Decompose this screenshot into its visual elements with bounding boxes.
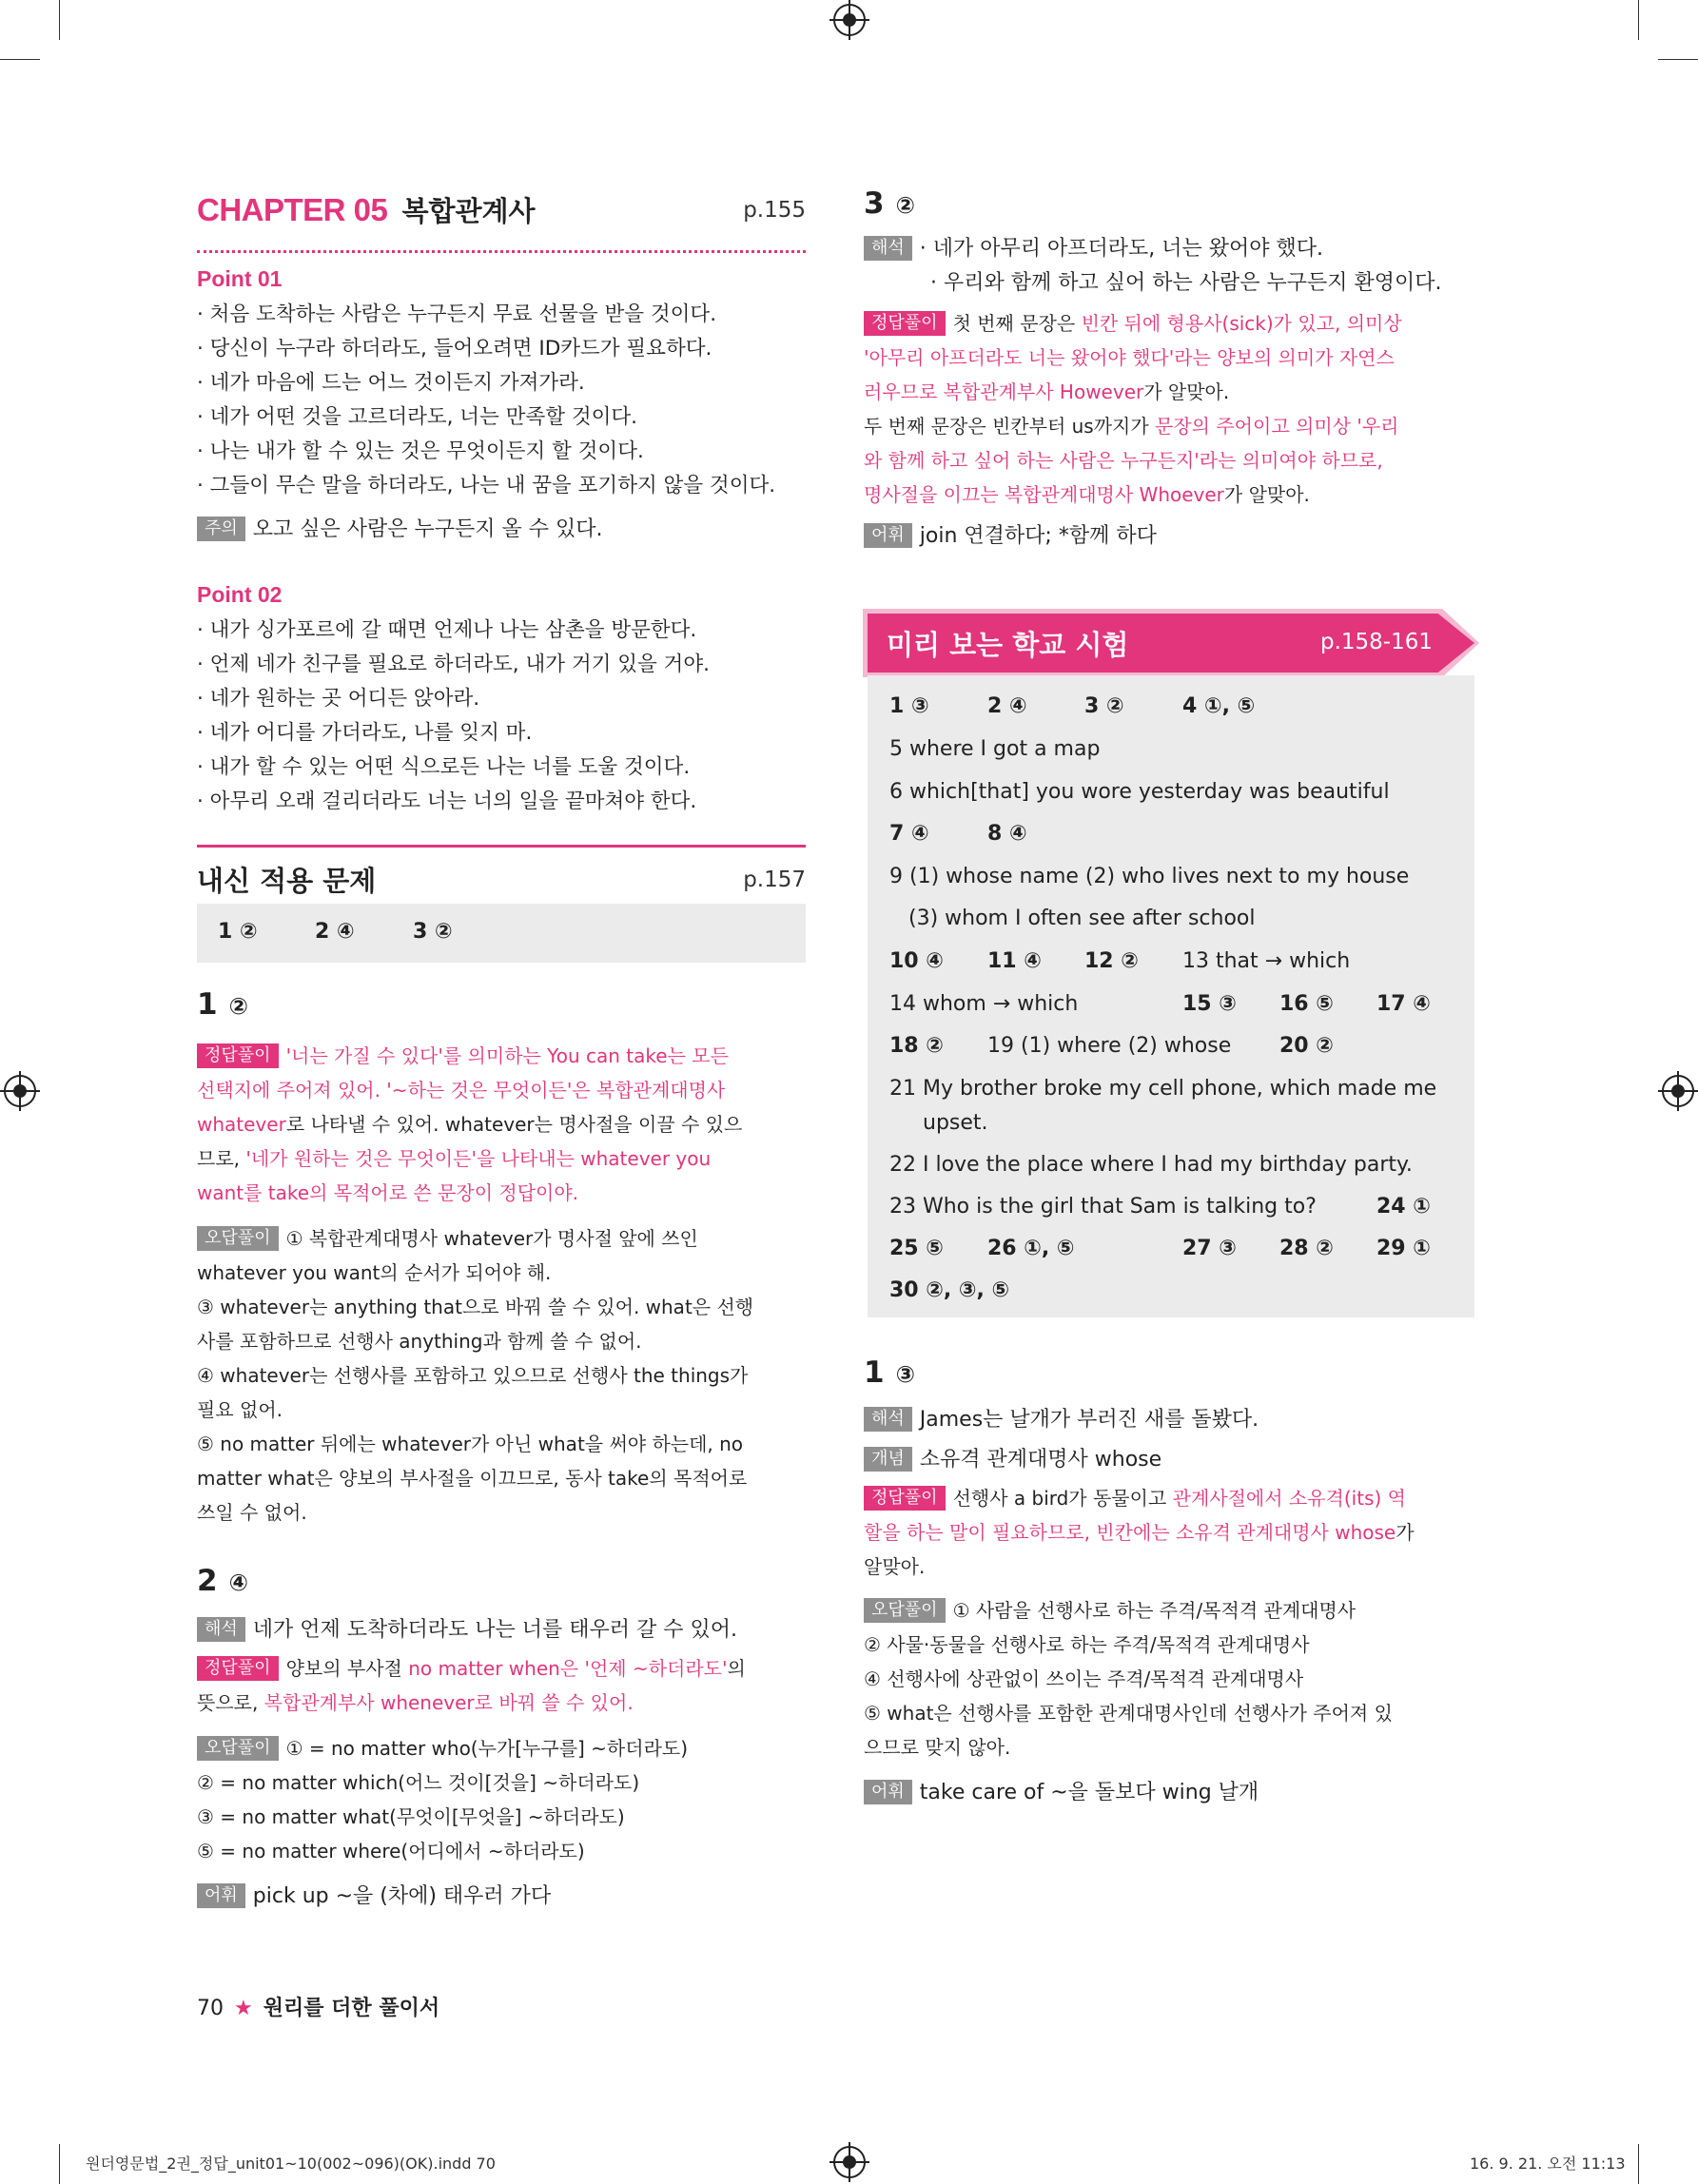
answer-row: 1 ③ [889, 694, 929, 718]
translation-line: 해석 · 네가 아무리 아프더라도, 너는 왔어야 했다. [864, 232, 1473, 266]
point01-section [197, 266, 806, 547]
answer-row: 7 ④ [889, 822, 929, 846]
answer-row: 23 Who is the girl that Sam is talking to? [889, 1195, 1317, 1219]
list-item: · 나는 내가 할 수 있는 것은 무엇이든지 할 것이다. [197, 435, 806, 469]
answer-row: 20 ② [1279, 1034, 1334, 1058]
point02-section [197, 582, 806, 819]
section-title: 내신 적용 문제 [197, 865, 377, 897]
page-ref: p.155 [743, 198, 806, 223]
concept-line: 개념 소유격 관계대명사 whose [864, 1443, 1473, 1477]
list-item: · 내가 할 수 있는 어떤 식으로든 나는 너를 도울 것이다. [197, 751, 806, 785]
question-number: 2 ④ [197, 1564, 248, 1598]
list-item: · 처음 도착하는 사람은 누구든지 무료 선물을 받을 것이다. [197, 298, 806, 332]
preview-title: 미리 보는 학교 시험 [887, 629, 1129, 661]
crop-mark [1638, 0, 1639, 40]
answer-row: 4 ①, ⑤ [1182, 694, 1256, 718]
answer-item: 1 ② [218, 920, 258, 944]
question-number: 1 ③ [864, 1355, 915, 1390]
answer-row: 12 ② [1084, 949, 1139, 973]
section-divider [197, 845, 806, 848]
registration-mark-icon [833, 4, 866, 36]
wrong-explanation: 오답풀이 ① 사람을 선행사로 하는 주격/목적격 관계대명사 ② 사물·동물을 선행사로 하는 주격/목적격 관계대명사 ④ 선행사에 상관없이 쓰이는 주격/목적격 관계대명사 ⑤ what은 선행사를 포함한 관계대명사인데 선행사가 주어져 있 으므로 맞지 않아. [864, 1599, 1393, 1759]
answer-row: 11 ④ [987, 949, 1042, 973]
point-title: Point 01 [197, 266, 283, 291]
answer-row: 18 ② [889, 1034, 944, 1058]
answer-explanation: 정답풀이 '너는 가질 수 있다'를 의미하는 You can take는 모든 선택지에 주어져 있어. '~하는 것은 무엇이든'은 복합관계대명사 whatever로 나타낼 수 있어. whatever는 명사절을 이끌 수 있으 므로, '네가 원하는 것은 무엇이든'을 나타내는 whatever you want를 take의 목적어로 쓴 문장이 정답이야. [197, 1044, 743, 1204]
answer-explanation: 정답풀이 첫 번째 문장은 빈칸 뒤에 형용사(sick)가 있고, 의미상 '아무리 아프더라도 너는 왔어야 했다'라는 양보의 의미가 자연스 러우므로 복합관계부사 However가 알맞아. 두 번째 문장은 빈칸부터 us까지가 문장의 주어이고 의미상 '우리 와 함께 하고 싶어 하는 사람은 누구든지'라는 의미여야 하므로, 명사절을 이끄는 복합관계대명사 Whoever가 알맞아. [864, 312, 1402, 506]
answer-row: 2 ④ [987, 694, 1027, 718]
question-number: 1 ② [197, 987, 248, 1022]
page-ref: p.157 [743, 868, 806, 892]
crop-mark [59, 2144, 60, 2184]
answer-row: 29 ① [1376, 1237, 1431, 1260]
crop-mark [0, 59, 40, 60]
registration-mark-icon [4, 1075, 36, 1107]
translation-line: · 우리와 함께 하고 싶어 하는 사람은 누구든지 환영이다. [930, 271, 1442, 295]
list-item: · 언제 네가 친구를 필요로 하더라도, 내가 거기 있을 거야. [197, 648, 806, 682]
dotted-divider [197, 250, 806, 253]
answer-row: 21 My brother broke my cell phone, which made me [889, 1077, 1437, 1101]
answer-row: 10 ④ [889, 949, 944, 973]
naesin-header [197, 860, 806, 899]
answer-item: 2 ④ [315, 920, 355, 944]
list-item: · 당신이 누구라 하더라도, 들어오려면 ID카드가 필요하다. [197, 332, 806, 366]
page-footer [197, 1992, 439, 2021]
wrong-tag: 오답풀이 [197, 1226, 279, 1251]
answer-row: 30 ②, ③, ⑤ [889, 1278, 1010, 1302]
list-item: · 그들이 무슨 말을 하더라도, 나는 내 꿈을 포기하지 않을 것이다. [197, 469, 806, 503]
chapter-header [197, 190, 806, 238]
point-title: Point 02 [197, 582, 283, 607]
preview-question-1 [864, 1355, 1473, 1810]
list-item: · 네가 어디를 가더라도, 나를 잊지 마. [197, 716, 806, 751]
answer-row: 25 ⑤ [889, 1237, 944, 1260]
list-item: · 네가 마음에 드는 어느 것이든지 가져가라. [197, 366, 806, 400]
answer-row: 28 ② [1279, 1237, 1334, 1260]
question-number: 3 ② [864, 186, 915, 221]
chapter-label: CHAPTER 05 [197, 192, 388, 227]
answer-row: 16 ⑤ [1279, 992, 1334, 1016]
answer-summary-box [197, 904, 806, 963]
question-1 [197, 987, 806, 1530]
wrong-explanation: 오답풀이 ① = no matter who(누가[누구를] ~하더라도) ② = no matter which(어느 것이[것을] ~하더라도) ③ = no matter what(무엇이[무엇을] ~하더라도) ⑤ = no matter where(어디에서 ~하더라도) [197, 1737, 689, 1862]
list-item: · 네가 어떤 것을 고르더라도, 너는 만족할 것이다. [197, 400, 806, 435]
wrong-explanation: 오답풀이 ① 복합관계대명사 whatever가 명사절 앞에 쓰인 whatever you want의 순서가 되어야 해. ③ whatever는 anything that으로 바꿔 쓸 수 있어. what은 선행 사를 포함하므로 선행사 anything과 함께 쓸 수 없어. ④ whatever는 선행사를 포함하고 있으므로 선행사 the things가 필요 없어. ⑤ no matter 뒤에는 whatever가 아닌 what을 써야 하는데, no matter what은 양보의 부사절을 이끄므로, 동사 take의 목적어로 쓰일 수 없어. [197, 1227, 754, 1524]
registration-mark-icon [833, 2146, 866, 2178]
answer-tag: 정답풀이 [197, 1043, 279, 1068]
answer-row: 3 ② [1084, 694, 1124, 718]
note-line [197, 513, 806, 547]
question-2 [197, 1564, 806, 1914]
question-3 [864, 186, 1473, 554]
list-item: · 네가 원하는 곳 어디든 앉아라. [197, 682, 806, 716]
vocab-line: 어휘 join 연결하다; *함께 하다 [864, 519, 1473, 554]
preview-page-ref: p.158-161 [1320, 630, 1434, 654]
slug-left: 원더영문법_2권_정답_unit01~10(002~096)(OK).indd 70 [86, 2155, 496, 2173]
answer-row: 26 ①, ⑤ [987, 1237, 1075, 1260]
answer-row: 24 ① [1376, 1195, 1431, 1219]
list-item: · 내가 싱가포르에 갈 때면 언제나 나는 삼촌을 방문한다. [197, 614, 806, 648]
answer-row: 14 whom → which [889, 992, 1079, 1016]
point02-list [197, 614, 806, 819]
chapter-title: 복합관계사 [401, 195, 536, 227]
answer-row: 15 ③ [1182, 992, 1237, 1016]
answer-row: 13 that → which [1182, 949, 1351, 973]
answer-item: 3 ② [413, 920, 453, 944]
crop-mark [59, 0, 60, 40]
note-tag: 주의 [197, 517, 245, 541]
answer-row: (3) whom I often see after school [908, 907, 1256, 930]
answer-row: 17 ④ [1376, 992, 1431, 1016]
answer-row: 22 I love the place where I had my birthday party. [889, 1153, 1413, 1177]
note-text: 오고 싶은 사람은 누구든지 올 수 있다. [252, 517, 603, 541]
answer-row: 19 (1) where (2) whose [987, 1034, 1232, 1058]
slug-right: 16. 9. 21. 오전 11:13 [1470, 2155, 1626, 2173]
answer-explanation: 정답풀이 양보의 부사절 no matter when은 '언제 ~하더라도'의 뜻으로, 복합관계부사 whenever로 바꿔 쓸 수 있어. [197, 1657, 746, 1714]
answer-row: upset. [923, 1111, 988, 1135]
answer-explanation: 정답풀이 선행사 a bird가 동물이고 관계사절에서 소유격(its) 역 할을 하는 말이 필요하므로, 빈칸에는 소유격 관계대명사 whose가 알맞아. [864, 1487, 1415, 1578]
answer-row: 8 ④ [987, 822, 1027, 846]
book-title: 원리를 더한 풀이서 [263, 1997, 440, 2020]
star-icon: ★ [234, 1997, 253, 2020]
answer-row: 9 (1) whose name (2) who lives next to my house [889, 865, 1410, 888]
answer-row: 5 where I got a map [889, 737, 1101, 761]
crop-mark [1638, 2144, 1639, 2184]
registration-mark-icon [1662, 1075, 1694, 1107]
answer-row: 27 ③ [1182, 1237, 1237, 1260]
answer-row: 6 which[that] you wore yesterday was beautiful [889, 780, 1390, 804]
page-number: 70 [197, 1997, 224, 2020]
vocab-line: 어휘 pick up ~을 (차에) 태우러 가다 [197, 1880, 806, 1914]
crop-mark [1658, 59, 1698, 60]
translation-line: 해석 James는 날개가 부러진 새를 돌봤다. [864, 1403, 1473, 1437]
vocab-line: 어휘 take care of ~을 돌보다 wing 날개 [864, 1776, 1473, 1810]
point01-list [197, 298, 806, 503]
list-item: · 아무리 오래 걸리더라도 너는 너의 일을 끝마쳐야 한다. [197, 785, 806, 819]
translation-line: 해석 네가 언제 도착하더라도 나는 너를 태우러 갈 수 있어. [197, 1613, 806, 1648]
